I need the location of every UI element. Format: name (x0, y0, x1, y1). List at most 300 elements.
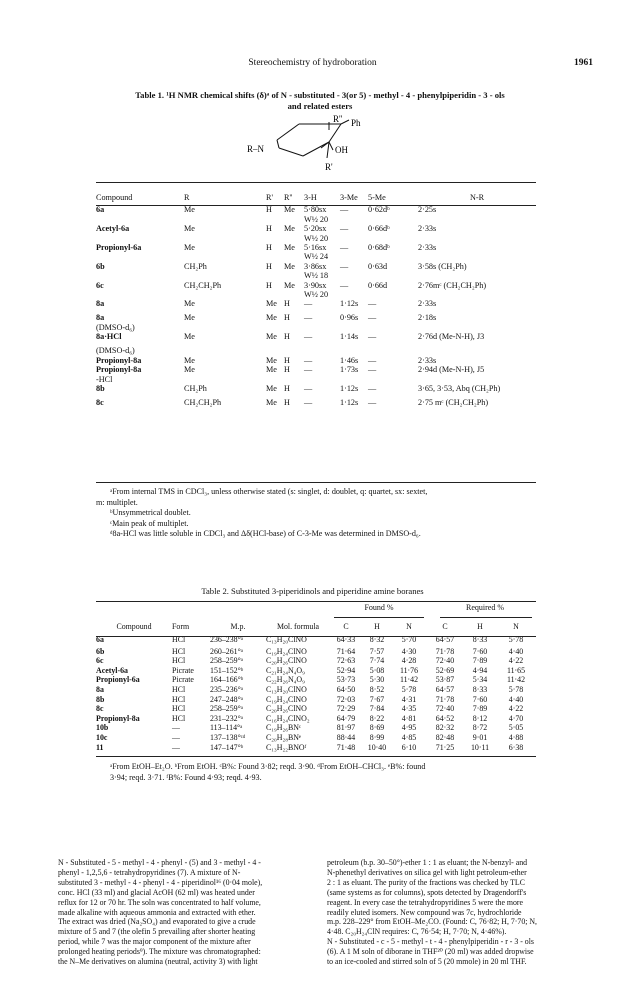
table2-cell: 5·05 (508, 723, 524, 733)
table1-cell (284, 215, 304, 224)
table1-cell: 3·86sx (304, 261, 327, 271)
table1-compound-cell (96, 234, 184, 243)
table2-cell: 147–147°ᵇ (210, 742, 244, 752)
table1-row (96, 215, 536, 224)
table2-cell: Picrate (172, 665, 194, 675)
table2-cell: 8·52 (369, 684, 385, 694)
table1-cell: H (266, 261, 272, 271)
table2-cell: HCl (172, 646, 186, 656)
table2-cell: 64·57 (435, 635, 455, 645)
table1-row (96, 356, 536, 365)
table1-caption-line1: Table 1. ¹H NMR chemical shifts (δ)ᵃ of N - substituted - 3(or 5) - methyl - 4 - phenylpiperidin - 3 - ols (135, 90, 505, 100)
table1-cell: CH₂CH₂Ph (184, 280, 222, 290)
table1-cell: 3·65, 3·53, Abq (CH₂Ph) (418, 383, 501, 393)
table2-row (96, 675, 536, 685)
table1-cell: W½ 24 (304, 252, 329, 262)
table2-header-cell: C (343, 622, 349, 631)
table2-cell: HCl (172, 704, 186, 714)
table1-cell (284, 252, 304, 261)
table1-cell: — (304, 313, 313, 323)
table1 (96, 190, 536, 407)
table2-compound-cell: Propionyl-6a (96, 675, 140, 685)
table1-cell: 0·66dᵇ (368, 224, 390, 234)
table2-cell: C₁₃H₂₀ClNO (266, 635, 307, 645)
table2-cell: 7·84 (369, 704, 385, 714)
table1-compound-cell: 8a (96, 313, 105, 323)
table1-cell (340, 234, 368, 243)
table2-row (96, 685, 536, 695)
table2-cell: HCl (172, 656, 186, 666)
table2-cell: HCl (172, 713, 186, 723)
table2-cell: 72·40 (435, 656, 455, 666)
table1-row (96, 290, 536, 299)
table1-cell (266, 323, 284, 332)
structure-label-rp: R' (325, 162, 333, 172)
table1-cell (340, 290, 368, 299)
table1-header-rule (96, 205, 536, 206)
table1-cell: — (340, 280, 349, 290)
table1-footnote: ᵃFrom internal TMS in CDCl₃, unless otherwise stated (s: singlet, d: doublet, q: quartet, sx: sextet, (110, 487, 428, 496)
table2-header-cell: N (406, 622, 412, 631)
table1-compound-cell: Propionyl-8a (96, 365, 142, 375)
table1-footnote: ᵈ8a-HCl was little soluble in CDCl₃ and Δδ(HCl-base) of C-3-Me was determined in DMSO-d₆. (110, 529, 421, 538)
table1-cell (340, 346, 368, 355)
table1-footnote: m: multiplet. (96, 497, 138, 507)
table2-cell: C₁₃H₂₂BNOᶠ (266, 742, 307, 752)
table1-cell: Me (266, 355, 277, 365)
table1-cell: H (284, 355, 290, 365)
table1-cell: Me (266, 365, 277, 375)
table1-compound-cell (96, 215, 184, 224)
table2-row (96, 656, 536, 666)
table2-header-rule (96, 636, 536, 637)
table2-compound-cell: 10c (96, 732, 108, 742)
table1-cell: 2·76mᶜ (CH₂CH₂Ph) (418, 280, 487, 290)
body-text-line: m.p. 228–229° from EtOH–Me₂CO. (Found: C, 76·82; H, 7·70; N, (327, 917, 538, 927)
table1-compound-cell: 8c (96, 397, 104, 407)
table2-compound-cell: 6b (96, 646, 105, 656)
table2-cell: 5·70 (401, 635, 417, 645)
table2-cell: 8·32 (369, 635, 385, 645)
table2-cell: 7·67 (369, 694, 385, 704)
table2-cell: 82·32 (435, 723, 455, 733)
table1-header-cell: 3-H (304, 193, 317, 202)
body-text-line: 2 : 1 as eluant. The purity of the fractions was checked by TLC (327, 877, 525, 887)
table2-cell: Picrate (172, 675, 194, 685)
body-text-line: petroleum (b.p. 30–50°)-ether 1 : 1 as eluant; the N-benzyl- and (327, 858, 528, 867)
table2-cell: — (172, 742, 180, 752)
table2-cell: 4·22 (508, 704, 524, 714)
table1-cell: 2·75 mᶜ (CH₂CH₂Ph) (418, 397, 489, 407)
table2-cell: 8·99 (369, 732, 385, 742)
table1-cell: Me (184, 224, 195, 234)
body-text-line: N - Substituted - c - 5 - methyl - t - 4 - phenylpiperidin - r - 3 - ols (327, 937, 534, 947)
table1-cell: — (368, 355, 377, 365)
table1-cell: Me (266, 383, 277, 393)
table2-row (96, 714, 536, 724)
table1-compound-cell: -HCl (96, 374, 113, 384)
table2-cell: 7·60 (472, 694, 488, 704)
table1-cell: 1·73s (340, 365, 359, 375)
table1-footnote: ᶜMain peak of multiplet. (110, 518, 189, 528)
table1-header-cell: N-R (469, 193, 485, 202)
table2-cell: 88·44 (336, 732, 356, 742)
table2 (96, 620, 536, 752)
table1-cell (368, 234, 418, 243)
table1-cell (418, 290, 536, 299)
table2-cell: C₂₀H₂₆ClNO (266, 656, 307, 666)
table2-cell: 4·94 (472, 665, 488, 675)
table2-row (96, 695, 536, 705)
table1-header-cell: R' (266, 193, 273, 202)
piperidine-structure (245, 112, 375, 182)
table1-row (96, 224, 536, 233)
table1-cell: 2·76d (Me-N-H), J3 (418, 332, 485, 342)
body-text-line: N-phenethyl derivatives on silica gel with light petroleum-ether (327, 867, 527, 877)
table1-cell: H (284, 365, 290, 375)
table1-cell: Me (266, 397, 277, 407)
table2-cell: 5·30 (369, 675, 385, 685)
table1-cell: — (368, 332, 377, 342)
table2-cell: C₂₀H₂₈BNᵉ (266, 732, 301, 742)
table1-cell (284, 346, 304, 355)
table1-compound-cell: 6a (96, 205, 105, 215)
table1-row (96, 252, 536, 261)
table2-cell: 258–259°ᵃ (210, 656, 243, 666)
table1-cell (418, 234, 536, 243)
table1-cell (284, 323, 304, 332)
table1-row (96, 313, 536, 322)
table2-cell: C₁₆H₂₄ClNO₂ (266, 713, 310, 723)
body-text-line: (same systems as for columns), spots detected by Dragendorff's (327, 887, 527, 897)
table2-cell: 8·72 (472, 723, 488, 733)
table1-cell: Me (266, 299, 277, 309)
table1-cell: 0·63d (368, 261, 388, 271)
table2-cell: 7·57 (369, 646, 385, 656)
table2-cell: C₁₃H₂₀ClNO (266, 684, 307, 694)
table1-cell: Me (284, 243, 295, 253)
table1-cell (184, 271, 266, 280)
table1-row (96, 398, 536, 407)
table1-row (96, 271, 536, 280)
table2-cell: 53·87 (435, 675, 455, 685)
table2-cell: 10·40 (367, 742, 387, 752)
table2-cell: C₁₉H₂₆BNᶜ (266, 723, 301, 733)
structure-label-rpp: R'' (333, 114, 343, 124)
table1-cell: 2·18s (418, 313, 437, 323)
table1-row (96, 281, 536, 290)
table1-cell (340, 375, 368, 384)
table1-cell (284, 271, 304, 280)
table2-cell: 260–261°ᵃ (210, 646, 243, 656)
body-text-line: reflux for 12 or 70 hr. The soln was concentrated to half volume, (58, 897, 261, 907)
table1-cell: — (368, 383, 377, 393)
table2-header-cell: H (374, 622, 380, 631)
table1-cell: CH₂Ph (184, 261, 207, 271)
table1-compound-cell: (DMSO-d₆) (96, 322, 135, 332)
table1-cell (340, 323, 368, 332)
table1-cell (418, 271, 536, 280)
table2-row (96, 723, 536, 733)
table1-cell: — (304, 383, 313, 393)
table2-header-row (96, 620, 536, 634)
table1-cell: W½ 20 (304, 290, 329, 300)
table2-cell: 5·78 (508, 684, 524, 694)
table1-cell: Me (284, 261, 295, 271)
table1-cell: Me (184, 355, 195, 365)
table1-header-cell: Compound (96, 193, 133, 202)
page-number: 1961 (574, 58, 593, 68)
table2-compound-cell: Propionyl-8a (96, 713, 140, 723)
running-title: Stereochemistry of hydroboration (248, 58, 377, 68)
table2-cell: 71·48 (336, 742, 356, 752)
table2-compound-cell: 10b (96, 723, 109, 733)
table2-caption: Table 2. Substituted 3-piperidinols and piperidine amine boranes (201, 586, 424, 596)
table1-cell: — (304, 397, 313, 407)
table2-row (96, 666, 536, 676)
table1-cell: H (266, 280, 272, 290)
table1-cell: — (340, 205, 349, 215)
structure-label-oh: OH (335, 145, 348, 155)
table1-cell: 1·46s (340, 355, 359, 365)
body-text-line: 4·48. C₂₀H₂₄ClN requires: C, 76·54; H, 7·70; N, 4·46%). (327, 927, 507, 937)
table2-bottom-rule (96, 756, 536, 757)
table2-header-cell: Form (172, 622, 190, 631)
table1-cell: H (284, 397, 290, 407)
table1-cell (368, 215, 418, 224)
table2-cell: 9·01 (472, 732, 488, 742)
table1-cell: Me (184, 299, 195, 309)
table2-compound-cell: 8a (96, 684, 104, 694)
table1-cell: CH₂Ph (184, 383, 207, 393)
table1-cell: 1·12s (340, 299, 359, 309)
table1-cell (266, 252, 284, 261)
table1-caption (110, 90, 530, 112)
table1-compound-cell: 8a (96, 299, 105, 309)
table1-cell: — (368, 397, 377, 407)
table2-cell: 4·85 (401, 732, 417, 742)
table1-cell (266, 271, 284, 280)
table1-cell: CH₂CH₂Ph (184, 397, 222, 407)
table1-cell: 3·90sx (304, 280, 327, 290)
table1-cell: Me (284, 205, 295, 215)
table2-cell: 8·22 (369, 713, 385, 723)
table1-row (96, 262, 536, 271)
table1-header-cell: 3-Me (340, 193, 358, 202)
table2-cell: 71·25 (435, 742, 455, 752)
table2-cell: 4·40 (508, 694, 524, 704)
table2-compound-cell: 8b (96, 694, 105, 704)
body-text-line: reagent. In every case the tetrahydropyridines 5 were the more (327, 897, 524, 907)
table1-compound-cell (96, 252, 184, 261)
table2-cell: 7·89 (472, 656, 488, 666)
table1-cell (340, 271, 368, 280)
table2-compound-cell: 11 (96, 742, 104, 752)
table2-cell: 7·74 (369, 656, 385, 666)
table1-cell (368, 375, 418, 384)
table2-cell: 71·64 (336, 646, 356, 656)
table1-cell (266, 290, 284, 299)
table2-cell: 81·97 (336, 723, 356, 733)
table2-header-cell: N (513, 622, 519, 631)
table2-cell: HCl (172, 694, 186, 704)
structure-label-rn: R–N (247, 144, 265, 154)
table2-cell: 71·78 (435, 694, 455, 704)
table1-row (96, 346, 536, 355)
table1-top-rule (96, 182, 536, 183)
table2-compound-cell: 6a (96, 635, 104, 645)
body-text-line: substituted 3 - methyl - 4 - phenyl - 4 - piperidinol¹⁶ (0·04 mole), (58, 877, 263, 887)
table2-header-cell: M.p. (230, 622, 246, 631)
table2-row (96, 647, 536, 657)
table2-compound-cell: Acetyl-6a (96, 665, 128, 675)
table2-compound-cell: 8c (96, 704, 104, 714)
table2-found-rule (334, 617, 424, 618)
table2-cell: C₁₉H₂₄ClNO (266, 646, 307, 656)
table2-cell: 72·40 (435, 704, 455, 714)
table1-header-row (96, 190, 536, 205)
table1-row (96, 234, 536, 243)
table1-compound-cell: Propionyl-6a (96, 243, 142, 253)
body-text-line: N - Substituted - 5 - methyl - 4 - phenyl - (5) and 3 - methyl - 4 - (58, 858, 261, 867)
table1-cell: Me (266, 332, 277, 342)
table1-compound-cell (96, 290, 184, 299)
table1-cell (266, 375, 284, 384)
structure-label-ph: Ph (351, 118, 361, 128)
table2-cell: 6·10 (401, 742, 417, 752)
table1-cell (184, 234, 266, 243)
body-text-line: the N–Me derivatives on alumina (neutral, activity 3) with light (58, 957, 258, 967)
table1-cell (184, 323, 266, 332)
table2-cell: 71·78 (435, 646, 455, 656)
table1-compound-cell: 6b (96, 261, 105, 271)
table2-required-rule (440, 617, 532, 618)
table1-row (96, 375, 536, 384)
table2-cell: 113–114°ᵃ (210, 723, 243, 733)
table1-compound-cell: (DMSO-d₆) (96, 346, 135, 356)
table1-cell: H (266, 224, 272, 234)
body-text-line: (6). A 1 M soln of diborane in THF²⁰ (20 ml) was added dropwise (327, 947, 534, 957)
table1-cell: W½ 18 (304, 271, 329, 281)
table1-row (96, 323, 536, 332)
table1-cell (340, 252, 368, 261)
table1-cell: Me (184, 205, 195, 215)
table1-cell (418, 375, 536, 384)
table1-cell (266, 346, 284, 355)
table1-cell: 2·33s (418, 243, 437, 253)
body-right-column (327, 858, 590, 967)
table1-cell: — (304, 365, 313, 375)
table1-cell (418, 215, 536, 224)
table2-cell: 52·69 (435, 665, 455, 675)
table2-cell: — (172, 732, 180, 742)
table2-footnote: 3·94; reqd. 3·71. ᶠB%: Found 4·93; reqd. 4·93. (110, 772, 262, 782)
table1-cell: 0·68dᵇ (368, 243, 390, 253)
table1-cell: H (284, 299, 290, 309)
table1-row (96, 332, 536, 346)
table1-cell: Me (284, 280, 295, 290)
table1-cell: — (340, 243, 349, 253)
table2-cell: 247–248°ᵃ (210, 694, 243, 704)
table2-cell: 5·78 (401, 684, 417, 694)
table2-found-group: Found % (364, 603, 394, 612)
table1-cell (368, 323, 418, 332)
table1-bottom-rule (96, 482, 536, 483)
table1-cell: Me (184, 313, 195, 323)
table1-cell: 0·62dᵇ (368, 205, 390, 215)
table1-cell: 3·58s (CH₂Ph) (418, 261, 467, 271)
table2-cell: 235–236°ᵃ (210, 684, 243, 694)
table2-cell: 64·33 (336, 635, 356, 645)
table2-cell: 231–232°ᵃ (210, 713, 243, 723)
table2-cell: 11·65 (506, 665, 526, 675)
table2-cell: 72·03 (336, 694, 356, 704)
table2-cell: 8·12 (472, 713, 488, 723)
body-text-line: conc. HCl (33 ml) and glacial AcOH (62 ml) was heated under (58, 887, 255, 897)
table1-cell: — (368, 313, 377, 323)
table1-cell (368, 252, 418, 261)
table1-compound-cell: Propionyl-8a (96, 355, 142, 365)
table1-cell: — (340, 224, 349, 234)
table2-footnotes (110, 762, 540, 783)
table1-header-cell: R (184, 193, 190, 202)
table2-compound-cell: 6c (96, 656, 104, 666)
table2-cell: 4·35 (401, 704, 417, 714)
table2-cell: 7·60 (472, 646, 488, 656)
table1-cell: Me (284, 224, 295, 234)
table2-header-cell: Compound (116, 622, 152, 631)
table1-cell: — (304, 332, 313, 342)
table1-compound-cell: 8a·HCl (96, 332, 122, 342)
table2-cell: 4·95 (401, 723, 417, 733)
table2-header-cell: Mol. formula (276, 622, 320, 631)
table1-cell: H (266, 243, 272, 253)
table2-cell: 64·57 (435, 684, 455, 694)
table1-cell: 5·16sx (304, 243, 327, 253)
table2-cell: C₁₉H₂₄ClNO (266, 694, 307, 704)
table1-cell (418, 323, 536, 332)
table1-cell: W½ 20 (304, 214, 329, 224)
table1-compound-cell: 6c (96, 280, 104, 290)
table2-cell: 72·63 (336, 656, 356, 666)
table2-required-group: Required % (466, 603, 504, 612)
table2-cell: 4·22 (508, 656, 524, 666)
table1-header-cell: 5-Me (368, 193, 386, 202)
table2-header-cell: C (442, 622, 448, 631)
table1-body (96, 205, 536, 407)
table2-cell: 164–166°ᵇ (210, 675, 244, 685)
table1-cell (184, 252, 266, 261)
table1-cell: Me (184, 365, 195, 375)
table1-cell (368, 346, 418, 355)
table2-cell: 8·69 (369, 723, 385, 733)
table1-cell (304, 323, 340, 332)
table2-cell: 4·88 (508, 732, 524, 742)
table1-cell: H (284, 383, 290, 393)
table2-cell: 7·89 (472, 704, 488, 714)
table2-row (96, 743, 536, 753)
table1-cell (184, 375, 266, 384)
table1-cell (284, 375, 304, 384)
table1-cell: — (340, 261, 349, 271)
table1-cell: — (368, 365, 377, 375)
table1-cell (184, 215, 266, 224)
table1-cell (266, 234, 284, 243)
body-text-line: made alkaline with aqueous ammonia and extracted with ether. (58, 907, 256, 917)
table2-header-cell: H (477, 622, 483, 631)
table2-cell: 5·34 (472, 675, 488, 685)
table1-cell: 1·12s (340, 383, 359, 393)
